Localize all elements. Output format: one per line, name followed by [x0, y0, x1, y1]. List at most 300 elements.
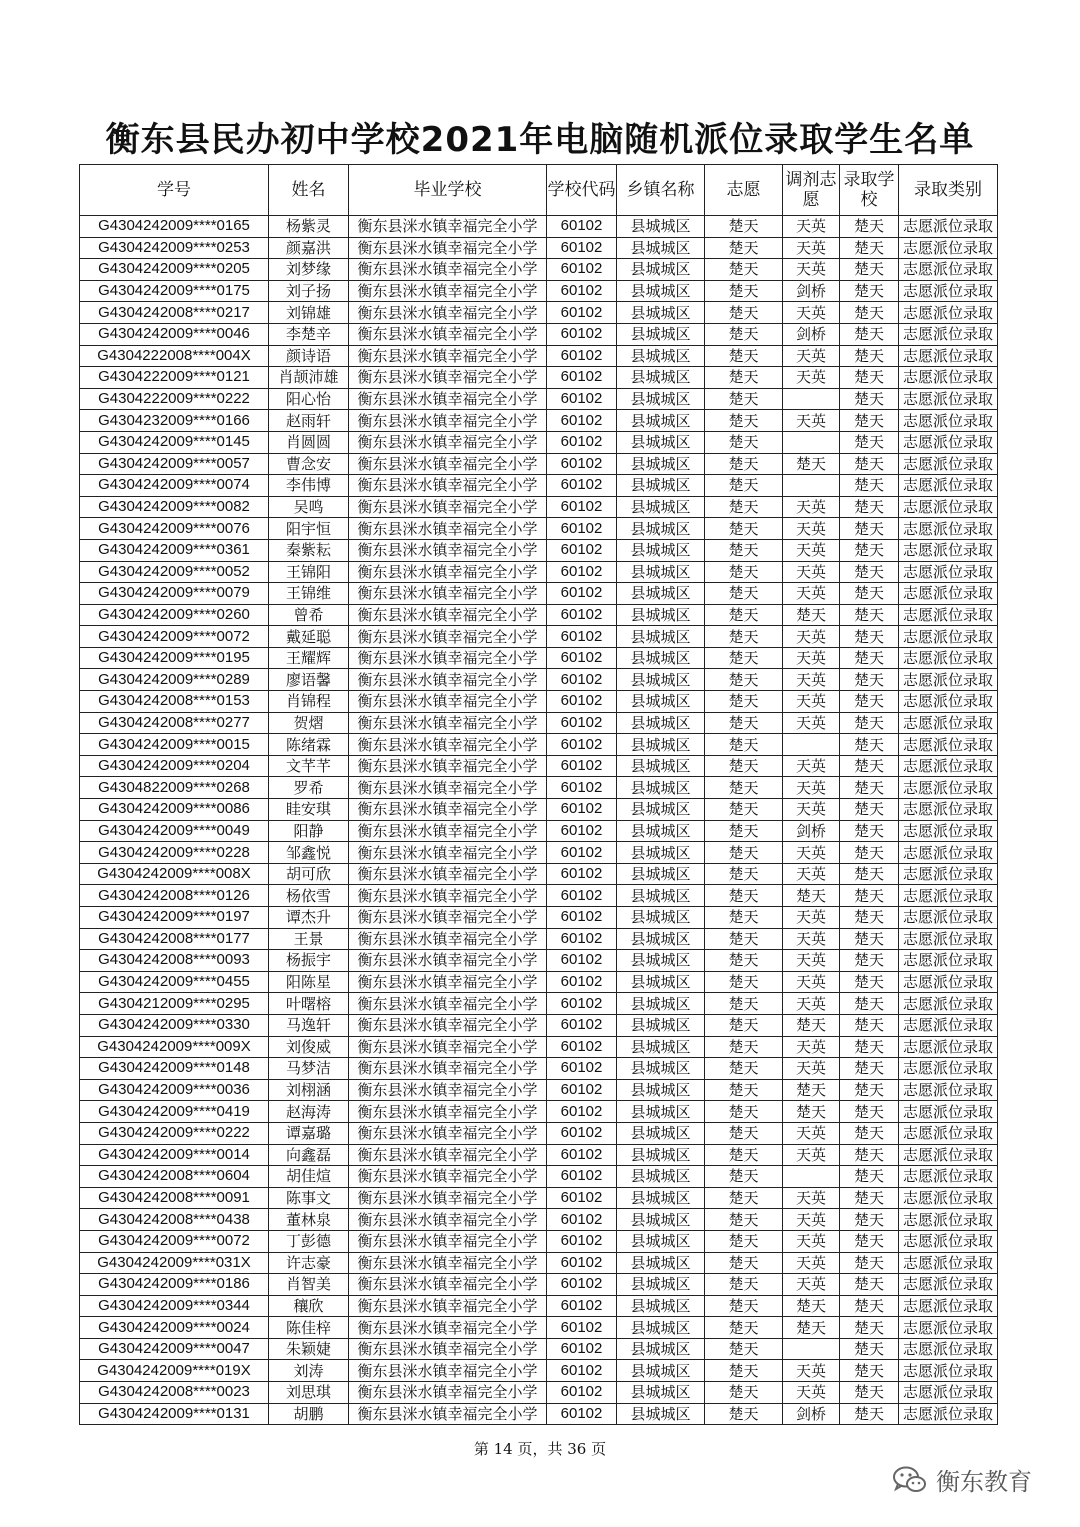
cell-preference: 楚天 — [705, 216, 783, 238]
cell-student-id: G4304242008****0177 — [80, 928, 269, 950]
cell-name: 陈事文 — [269, 1187, 349, 1209]
cell-admitted-school: 楚天 — [840, 604, 899, 626]
cell-name: 曹念安 — [269, 453, 349, 475]
cell-adjusted-preference: 天英 — [783, 1230, 840, 1252]
cell-school-code: 60102 — [547, 410, 617, 432]
cell-admission-type: 志愿派位录取 — [899, 367, 998, 389]
cell-admission-type: 志愿派位录取 — [899, 1252, 998, 1274]
cell-admission-type: 志愿派位录取 — [899, 755, 998, 777]
table-row — [80, 842, 998, 864]
cell-township: 县城城区 — [617, 928, 705, 950]
cell-preference: 楚天 — [705, 561, 783, 583]
table-row — [80, 1274, 998, 1296]
table-row — [80, 777, 998, 799]
cell-adjusted-preference: 楚天 — [783, 604, 840, 626]
cell-school-code: 60102 — [547, 712, 617, 734]
cell-township: 县城城区 — [617, 410, 705, 432]
cell-admitted-school: 楚天 — [840, 971, 899, 993]
cell-school-code: 60102 — [547, 907, 617, 929]
cell-graduated-school: 衡东县洣水镇幸福完全小学 — [349, 1209, 547, 1231]
cell-name: 刘锦雄 — [269, 302, 349, 324]
cell-township: 县城城区 — [617, 1014, 705, 1036]
cell-township: 县城城区 — [617, 669, 705, 691]
cell-admission-type: 志愿派位录取 — [899, 971, 998, 993]
cell-township: 县城城区 — [617, 280, 705, 302]
cell-admission-type: 志愿派位录取 — [899, 604, 998, 626]
cell-graduated-school: 衡东县洣水镇幸福完全小学 — [349, 691, 547, 713]
cell-admission-type: 志愿派位录取 — [899, 453, 998, 475]
cell-student-id: G4304242009****0222 — [80, 1122, 269, 1144]
cell-preference: 楚天 — [705, 1101, 783, 1123]
table-row — [80, 1187, 998, 1209]
table-row — [80, 1144, 998, 1166]
cell-adjusted-preference: 天英 — [783, 842, 840, 864]
cell-township: 县城城区 — [617, 583, 705, 605]
cell-admitted-school: 楚天 — [840, 1317, 899, 1339]
cell-adjusted-preference: 天英 — [783, 1274, 840, 1296]
cell-school-code: 60102 — [547, 1360, 617, 1382]
cell-admitted-school: 楚天 — [840, 388, 899, 410]
cell-graduated-school: 衡东县洣水镇幸福完全小学 — [349, 453, 547, 475]
cell-student-id: G4304242009****0079 — [80, 583, 269, 605]
cell-student-id: G4304242009****0289 — [80, 669, 269, 691]
cell-admitted-school: 楚天 — [840, 755, 899, 777]
cell-name: 罗希 — [269, 777, 349, 799]
cell-admission-type: 志愿派位录取 — [899, 1144, 998, 1166]
cell-admitted-school: 楚天 — [840, 1058, 899, 1080]
cell-admitted-school: 楚天 — [840, 280, 899, 302]
cell-student-id: G4304232009****0166 — [80, 410, 269, 432]
cell-preference: 楚天 — [705, 842, 783, 864]
cell-admission-type: 志愿派位录取 — [899, 647, 998, 669]
cell-adjusted-preference: 天英 — [783, 647, 840, 669]
cell-graduated-school: 衡东县洣水镇幸福完全小学 — [349, 863, 547, 885]
cell-graduated-school: 衡东县洣水镇幸福完全小学 — [349, 1036, 547, 1058]
cell-name: 刘思琪 — [269, 1382, 349, 1404]
cell-admitted-school: 楚天 — [840, 1274, 899, 1296]
cell-admission-type: 志愿派位录取 — [899, 1382, 998, 1404]
cell-adjusted-preference: 天英 — [783, 367, 840, 389]
table-row — [80, 907, 998, 929]
cell-township: 县城城区 — [617, 475, 705, 497]
cell-student-id: G4304242009****0082 — [80, 496, 269, 518]
cell-name: 刘俊威 — [269, 1036, 349, 1058]
cell-adjusted-preference: 天英 — [783, 302, 840, 324]
cell-admitted-school: 楚天 — [840, 1036, 899, 1058]
cell-school-code: 60102 — [547, 669, 617, 691]
cell-preference: 楚天 — [705, 1252, 783, 1274]
cell-school-code: 60102 — [547, 777, 617, 799]
page-footer: 第 14 页，共 36 页 — [473, 1440, 607, 1458]
cell-graduated-school: 衡东县洣水镇幸福完全小学 — [349, 993, 547, 1015]
cell-admission-type: 志愿派位录取 — [899, 669, 998, 691]
cell-student-id: G4304242009****0076 — [80, 518, 269, 540]
cell-admitted-school: 楚天 — [840, 496, 899, 518]
cell-school-code: 60102 — [547, 1230, 617, 1252]
cell-admitted-school: 楚天 — [840, 1382, 899, 1404]
cell-graduated-school: 衡东县洣水镇幸福完全小学 — [349, 755, 547, 777]
table-row — [80, 1079, 998, 1101]
cell-admission-type: 志愿派位录取 — [899, 1338, 998, 1360]
cell-adjusted-preference: 天英 — [783, 216, 840, 238]
wechat-icon — [892, 1465, 928, 1495]
table-row — [80, 539, 998, 561]
cell-school-code: 60102 — [547, 1014, 617, 1036]
cell-preference: 楚天 — [705, 583, 783, 605]
cell-name: 杨振宇 — [269, 950, 349, 972]
cell-admission-type: 志愿派位录取 — [899, 518, 998, 540]
cell-adjusted-preference: 天英 — [783, 950, 840, 972]
cell-township: 县城城区 — [617, 993, 705, 1015]
cell-student-id: G4304242009****0197 — [80, 907, 269, 929]
cell-admitted-school: 楚天 — [840, 647, 899, 669]
cell-admission-type: 志愿派位录取 — [899, 561, 998, 583]
cell-student-id: G4304242009****0052 — [80, 561, 269, 583]
cell-student-id: G4304242009****0204 — [80, 755, 269, 777]
cell-school-code: 60102 — [547, 539, 617, 561]
cell-name: 邹鑫悦 — [269, 842, 349, 864]
cell-name: 吴鸣 — [269, 496, 349, 518]
cell-preference: 楚天 — [705, 388, 783, 410]
cell-school-code: 60102 — [547, 431, 617, 453]
cell-preference: 楚天 — [705, 302, 783, 324]
cell-name: 赵雨轩 — [269, 410, 349, 432]
cell-name: 叶曙榕 — [269, 993, 349, 1015]
cell-graduated-school: 衡东县洣水镇幸福完全小学 — [349, 323, 547, 345]
cell-township: 县城城区 — [617, 1166, 705, 1188]
header-preference: 志愿 — [705, 165, 783, 216]
cell-school-code: 60102 — [547, 863, 617, 885]
cell-admitted-school: 楚天 — [840, 820, 899, 842]
cell-admitted-school: 楚天 — [840, 1101, 899, 1123]
cell-adjusted-preference: 天英 — [783, 345, 840, 367]
table-row — [80, 691, 998, 713]
cell-admission-type: 志愿派位录取 — [899, 1058, 998, 1080]
cell-graduated-school: 衡东县洣水镇幸福完全小学 — [349, 388, 547, 410]
cell-admission-type: 志愿派位录取 — [899, 496, 998, 518]
cell-township: 县城城区 — [617, 604, 705, 626]
table-row — [80, 561, 998, 583]
cell-school-code: 60102 — [547, 1295, 617, 1317]
header-student-id: 学号 — [80, 165, 269, 216]
cell-graduated-school: 衡东县洣水镇幸福完全小学 — [349, 734, 547, 756]
cell-admitted-school: 楚天 — [840, 863, 899, 885]
cell-student-id: G4304242009****0186 — [80, 1274, 269, 1296]
cell-school-code: 60102 — [547, 518, 617, 540]
table-row — [80, 1382, 998, 1404]
cell-preference: 楚天 — [705, 431, 783, 453]
cell-name: 马逸轩 — [269, 1014, 349, 1036]
cell-preference: 楚天 — [705, 453, 783, 475]
cell-preference: 楚天 — [705, 259, 783, 281]
cell-school-code: 60102 — [547, 647, 617, 669]
cell-preference: 楚天 — [705, 496, 783, 518]
table-row — [80, 259, 998, 281]
cell-township: 县城城区 — [617, 777, 705, 799]
cell-preference: 楚天 — [705, 410, 783, 432]
cell-name: 杨依雪 — [269, 885, 349, 907]
cell-adjusted-preference: 天英 — [783, 410, 840, 432]
cell-admitted-school: 楚天 — [840, 669, 899, 691]
cell-student-id: G4304242009****031X — [80, 1252, 269, 1274]
cell-adjusted-preference: 天英 — [783, 1209, 840, 1231]
cell-name: 李伟博 — [269, 475, 349, 497]
cell-school-code: 60102 — [547, 453, 617, 475]
cell-graduated-school: 衡东县洣水镇幸福完全小学 — [349, 1403, 547, 1425]
table-row — [80, 518, 998, 540]
table-row — [80, 1058, 998, 1080]
cell-graduated-school: 衡东县洣水镇幸福完全小学 — [349, 367, 547, 389]
table-row — [80, 1360, 998, 1382]
cell-admitted-school: 楚天 — [840, 1079, 899, 1101]
cell-school-code: 60102 — [547, 734, 617, 756]
cell-school-code: 60102 — [547, 496, 617, 518]
cell-name: 王锦阳 — [269, 561, 349, 583]
cell-township: 县城城区 — [617, 453, 705, 475]
cell-student-id: G4304242009****0165 — [80, 216, 269, 238]
cell-admitted-school: 楚天 — [840, 907, 899, 929]
cell-township: 县城城区 — [617, 1382, 705, 1404]
table-row — [80, 453, 998, 475]
cell-adjusted-preference: 天英 — [783, 1252, 840, 1274]
table-row — [80, 475, 998, 497]
cell-school-code: 60102 — [547, 1101, 617, 1123]
cell-admission-type: 志愿派位录取 — [899, 237, 998, 259]
cell-township: 县城城区 — [617, 561, 705, 583]
cell-adjusted-preference: 天英 — [783, 626, 840, 648]
cell-student-id: G4304222009****0121 — [80, 367, 269, 389]
cell-admission-type: 志愿派位录取 — [899, 1079, 998, 1101]
cell-graduated-school: 衡东县洣水镇幸福完全小学 — [349, 928, 547, 950]
cell-admission-type: 志愿派位录取 — [899, 950, 998, 972]
cell-admission-type: 志愿派位录取 — [899, 1187, 998, 1209]
cell-school-code: 60102 — [547, 842, 617, 864]
cell-adjusted-preference: 天英 — [783, 583, 840, 605]
cell-township: 县城城区 — [617, 842, 705, 864]
cell-graduated-school: 衡东县洣水镇幸福完全小学 — [349, 1122, 547, 1144]
cell-name: 刘梦缘 — [269, 259, 349, 281]
cell-admission-type: 志愿派位录取 — [899, 1317, 998, 1339]
table-row — [80, 367, 998, 389]
cell-township: 县城城区 — [617, 1058, 705, 1080]
cell-adjusted-preference: 剑桥 — [783, 1403, 840, 1425]
cell-school-code: 60102 — [547, 1252, 617, 1274]
cell-township: 县城城区 — [617, 388, 705, 410]
cell-admission-type: 志愿派位录取 — [899, 259, 998, 281]
cell-admitted-school: 楚天 — [840, 1403, 899, 1425]
table-row — [80, 216, 998, 238]
cell-township: 县城城区 — [617, 496, 705, 518]
table-row — [80, 820, 998, 842]
cell-township: 县城城区 — [617, 647, 705, 669]
cell-township: 县城城区 — [617, 345, 705, 367]
cell-preference: 楚天 — [705, 691, 783, 713]
cell-student-id: G4304242008****0277 — [80, 712, 269, 734]
cell-adjusted-preference: 天英 — [783, 1122, 840, 1144]
cell-name: 胡可欣 — [269, 863, 349, 885]
cell-graduated-school: 衡东县洣水镇幸福完全小学 — [349, 971, 547, 993]
cell-name: 谭嘉璐 — [269, 1122, 349, 1144]
cell-township: 县城城区 — [617, 237, 705, 259]
cell-preference: 楚天 — [705, 1403, 783, 1425]
cell-preference: 楚天 — [705, 1079, 783, 1101]
table-row — [80, 885, 998, 907]
cell-preference: 楚天 — [705, 647, 783, 669]
cell-adjusted-preference: 天英 — [783, 1360, 840, 1382]
cell-admitted-school: 楚天 — [840, 712, 899, 734]
cell-school-code: 60102 — [547, 561, 617, 583]
cell-admission-type: 志愿派位录取 — [899, 388, 998, 410]
cell-preference: 楚天 — [705, 604, 783, 626]
cell-graduated-school: 衡东县洣水镇幸福完全小学 — [349, 1079, 547, 1101]
cell-adjusted-preference: 天英 — [783, 1187, 840, 1209]
cell-township: 县城城区 — [617, 1338, 705, 1360]
cell-graduated-school: 衡东县洣水镇幸福完全小学 — [349, 561, 547, 583]
cell-township: 县城城区 — [617, 1360, 705, 1382]
cell-student-id: G4304242009****0228 — [80, 842, 269, 864]
cell-school-code: 60102 — [547, 388, 617, 410]
cell-name: 董林泉 — [269, 1209, 349, 1231]
cell-preference: 楚天 — [705, 1166, 783, 1188]
cell-admission-type: 志愿派位录取 — [899, 885, 998, 907]
cell-admitted-school: 楚天 — [840, 561, 899, 583]
cell-township: 县城城区 — [617, 1209, 705, 1231]
cell-admission-type: 志愿派位录取 — [899, 539, 998, 561]
cell-admitted-school: 楚天 — [840, 691, 899, 713]
cell-name: 秦紫耘 — [269, 539, 349, 561]
cell-name: 曾希 — [269, 604, 349, 626]
table-header-row — [80, 165, 998, 216]
cell-admitted-school: 楚天 — [840, 1014, 899, 1036]
cell-graduated-school: 衡东县洣水镇幸福完全小学 — [349, 1058, 547, 1080]
cell-school-code: 60102 — [547, 259, 617, 281]
table-row — [80, 388, 998, 410]
cell-admitted-school: 楚天 — [840, 777, 899, 799]
cell-admission-type: 志愿派位录取 — [899, 410, 998, 432]
cell-township: 县城城区 — [617, 367, 705, 389]
watermark-text: 衡东教育 — [936, 1468, 1032, 1496]
cell-admitted-school: 楚天 — [840, 842, 899, 864]
cell-preference: 楚天 — [705, 237, 783, 259]
cell-preference: 楚天 — [705, 1036, 783, 1058]
cell-admission-type: 志愿派位录取 — [899, 1122, 998, 1144]
cell-admitted-school: 楚天 — [840, 475, 899, 497]
cell-student-id: G4304222009****0222 — [80, 388, 269, 410]
cell-school-code: 60102 — [547, 1079, 617, 1101]
table-row — [80, 1166, 998, 1188]
table-row — [80, 1101, 998, 1123]
table-row — [80, 496, 998, 518]
cell-admission-type: 志愿派位录取 — [899, 907, 998, 929]
cell-admitted-school: 楚天 — [840, 518, 899, 540]
table-row — [80, 950, 998, 972]
table-row — [80, 345, 998, 367]
cell-township: 县城城区 — [617, 691, 705, 713]
cell-township: 县城城区 — [617, 712, 705, 734]
cell-name: 陈佳梓 — [269, 1317, 349, 1339]
cell-township: 县城城区 — [617, 950, 705, 972]
cell-name: 谭杰升 — [269, 907, 349, 929]
cell-township: 县城城区 — [617, 1187, 705, 1209]
cell-preference: 楚天 — [705, 1360, 783, 1382]
cell-township: 县城城区 — [617, 734, 705, 756]
cell-preference: 楚天 — [705, 971, 783, 993]
cell-preference: 楚天 — [705, 1058, 783, 1080]
cell-graduated-school: 衡东县洣水镇幸福完全小学 — [349, 777, 547, 799]
cell-admitted-school: 楚天 — [840, 993, 899, 1015]
cell-adjusted-preference — [783, 388, 840, 410]
cell-student-id: G4304242009****009X — [80, 1036, 269, 1058]
cell-school-code: 60102 — [547, 216, 617, 238]
header-school-code: 学校代码 — [547, 165, 617, 216]
cell-school-code: 60102 — [547, 323, 617, 345]
cell-graduated-school: 衡东县洣水镇幸福完全小学 — [349, 539, 547, 561]
cell-graduated-school: 衡东县洣水镇幸福完全小学 — [349, 237, 547, 259]
cell-student-id: G4304242008****0438 — [80, 1209, 269, 1231]
cell-township: 县城城区 — [617, 820, 705, 842]
cell-admitted-school: 楚天 — [840, 1144, 899, 1166]
table-row — [80, 734, 998, 756]
table-row — [80, 1295, 998, 1317]
table-row — [80, 669, 998, 691]
cell-graduated-school: 衡东县洣水镇幸福完全小学 — [349, 1317, 547, 1339]
cell-adjusted-preference: 楚天 — [783, 1014, 840, 1036]
cell-name: 杨紫灵 — [269, 216, 349, 238]
header-name: 姓名 — [269, 165, 349, 216]
cell-adjusted-preference: 天英 — [783, 259, 840, 281]
cell-admission-type: 志愿派位录取 — [899, 734, 998, 756]
cell-school-code: 60102 — [547, 928, 617, 950]
cell-admission-type: 志愿派位录取 — [899, 1101, 998, 1123]
table-row — [80, 1317, 998, 1339]
header-graduated-school: 毕业学校 — [349, 165, 547, 216]
cell-township: 县城城区 — [617, 259, 705, 281]
cell-adjusted-preference: 天英 — [783, 1382, 840, 1404]
cell-student-id: G4304242009****008X — [80, 863, 269, 885]
cell-township: 县城城区 — [617, 1252, 705, 1274]
cell-graduated-school: 衡东县洣水镇幸福完全小学 — [349, 431, 547, 453]
cell-admitted-school: 楚天 — [840, 367, 899, 389]
cell-graduated-school: 衡东县洣水镇幸福完全小学 — [349, 907, 547, 929]
cell-admission-type: 志愿派位录取 — [899, 1295, 998, 1317]
cell-admitted-school: 楚天 — [840, 1122, 899, 1144]
cell-school-code: 60102 — [547, 799, 617, 821]
cell-admission-type: 志愿派位录取 — [899, 928, 998, 950]
cell-school-code: 60102 — [547, 820, 617, 842]
cell-name: 颜诗语 — [269, 345, 349, 367]
cell-adjusted-preference: 天英 — [783, 539, 840, 561]
document-title: 衡东县民办初中学校2021年电脑随机派位录取学生名单 — [105, 120, 975, 160]
cell-admission-type: 志愿派位录取 — [899, 863, 998, 885]
cell-name: 戴延聪 — [269, 626, 349, 648]
cell-adjusted-preference — [783, 734, 840, 756]
cell-township: 县城城区 — [617, 1122, 705, 1144]
cell-township: 县城城区 — [617, 302, 705, 324]
cell-admitted-school: 楚天 — [840, 259, 899, 281]
cell-graduated-school: 衡东县洣水镇幸福完全小学 — [349, 1295, 547, 1317]
cell-adjusted-preference: 天英 — [783, 1036, 840, 1058]
table-row — [80, 604, 998, 626]
table-row — [80, 863, 998, 885]
cell-admitted-school: 楚天 — [840, 950, 899, 972]
cell-name: 刘子扬 — [269, 280, 349, 302]
cell-township: 县城城区 — [617, 1144, 705, 1166]
table-row — [80, 323, 998, 345]
cell-preference: 楚天 — [705, 367, 783, 389]
cell-adjusted-preference: 楚天 — [783, 1101, 840, 1123]
cell-admitted-school: 楚天 — [840, 799, 899, 821]
cell-student-id: G4304242009****0175 — [80, 280, 269, 302]
